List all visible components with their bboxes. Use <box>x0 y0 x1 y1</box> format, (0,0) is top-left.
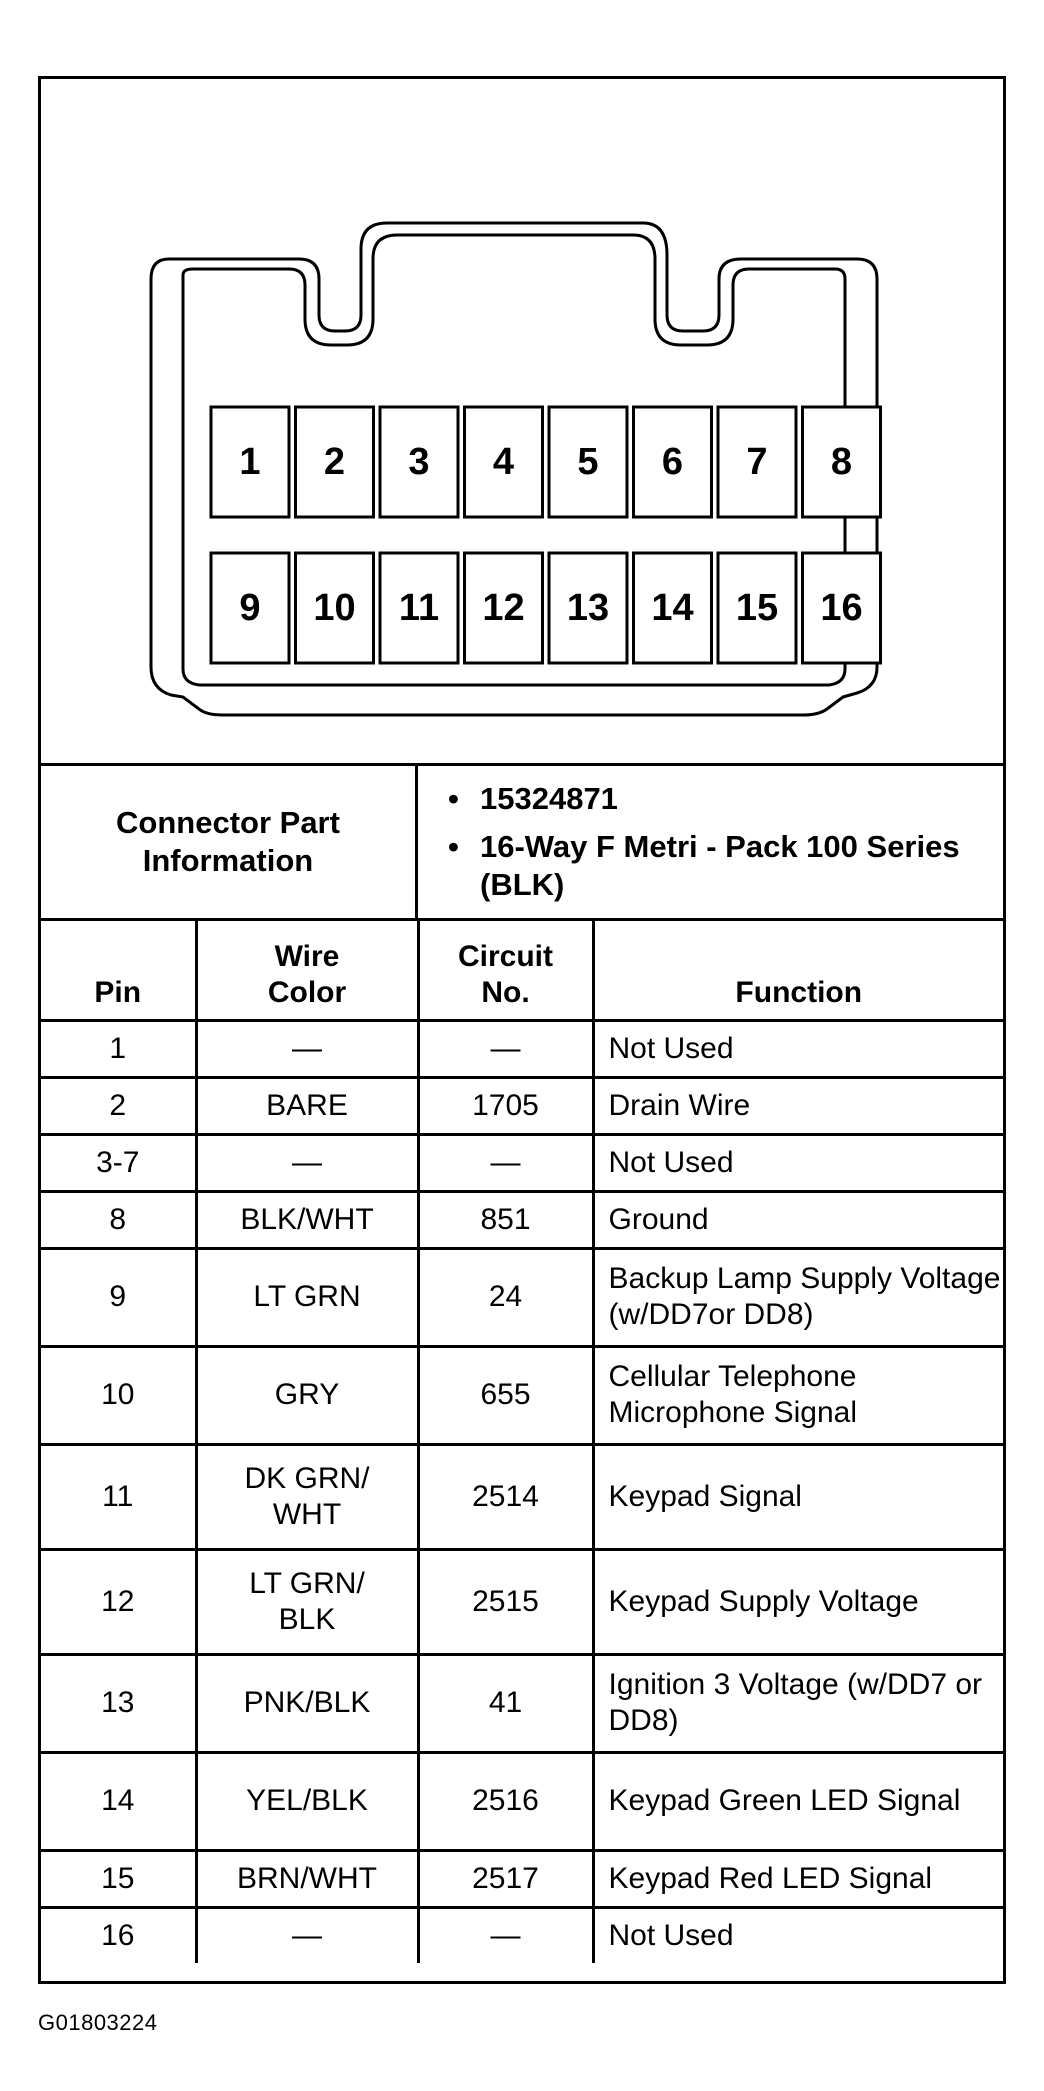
wire-color-cell: BLK/WHT <box>196 1191 418 1248</box>
circuit-cell: 1705 <box>418 1077 593 1134</box>
pin-cell: 1 <box>41 1020 196 1077</box>
circuit-cell: 2517 <box>418 1850 593 1907</box>
pin-number-label: 2 <box>323 441 346 484</box>
function-cell: Ignition 3 Voltage (w/DD7 or DD8) <box>593 1654 1003 1752</box>
header-function: Function <box>593 921 1003 1020</box>
circuit-cell: — <box>418 1134 593 1191</box>
pin-number-label: 14 <box>651 587 694 630</box>
function-cell: Keypad Signal <box>593 1444 1003 1549</box>
circuit-cell: 655 <box>418 1346 593 1444</box>
pin-cell: 16 <box>41 1907 196 1963</box>
table-row <box>41 1850 1003 1907</box>
pin-cell: 10 <box>41 1346 196 1444</box>
table-header-row <box>41 921 1003 1020</box>
table-row <box>41 1346 1003 1444</box>
connector-diagram <box>41 79 1003 766</box>
function-cell: Drain Wire <box>593 1077 1003 1134</box>
pin-number-label: 11 <box>398 587 440 630</box>
pin-cell: 12 <box>41 1549 196 1654</box>
pin-table-body <box>41 1020 1003 1963</box>
pin-cell: 2 <box>41 1077 196 1134</box>
pin-number-label: 9 <box>239 587 261 630</box>
pin-number-label: 1 <box>239 441 261 484</box>
pin-number-label: 10 <box>313 587 356 630</box>
pin-cell: 11 <box>41 1444 196 1549</box>
function-cell: Keypad Supply Voltage <box>593 1549 1003 1654</box>
table-row <box>41 1248 1003 1346</box>
circuit-cell: 41 <box>418 1654 593 1752</box>
function-cell: Cellular Telephone Microphone Signal <box>593 1346 1003 1444</box>
pin-number-label: 5 <box>577 441 599 484</box>
wire-color-cell: — <box>196 1134 418 1191</box>
figure-id: G01803224 <box>38 2010 158 2035</box>
function-cell: Not Used <box>593 1907 1003 1963</box>
wire-color-cell: — <box>196 1020 418 1077</box>
pin-cell: 13 <box>41 1654 196 1752</box>
wire-color-cell: GRY <box>196 1346 418 1444</box>
pin-cell: 9 <box>41 1248 196 1346</box>
header-wire-color: Wire Color <box>196 921 418 1020</box>
wire-color-cell: PNK/BLK <box>196 1654 418 1752</box>
pin-number-label: 16 <box>820 587 863 630</box>
function-cell: Keypad Green LED Signal <box>593 1752 1003 1850</box>
pin-cell: 3-7 <box>41 1134 196 1191</box>
function-cell: Not Used <box>593 1020 1003 1077</box>
function-cell: Backup Lamp Supply Voltage (w/DD7or DD8) <box>593 1248 1003 1346</box>
pin-number-label: 15 <box>735 587 779 630</box>
pin-cell: 14 <box>41 1752 196 1850</box>
pin-number-label: 4 <box>492 441 515 484</box>
wire-color-cell: — <box>196 1907 418 1963</box>
circuit-cell: — <box>418 1020 593 1077</box>
connector-document <box>38 76 1006 1984</box>
wire-color-cell: BARE <box>196 1077 418 1134</box>
header-pin: Pin <box>41 921 196 1020</box>
table-row <box>41 1654 1003 1752</box>
top-pin-row <box>211 407 881 517</box>
pin-cell: 15 <box>41 1850 196 1907</box>
pin-number-label: 3 <box>408 441 430 484</box>
table-row <box>41 1907 1003 1963</box>
wire-color-cell: BRN/WHT <box>196 1850 418 1907</box>
part-info-label: Connector Part Information <box>41 766 418 918</box>
part-number: • 15324871 <box>448 780 1003 818</box>
table-row <box>41 1752 1003 1850</box>
pin-number-label: 7 <box>746 441 768 484</box>
table-row <box>41 1077 1003 1134</box>
pin-number-label: 13 <box>566 587 610 630</box>
connector-part-info <box>41 766 1003 921</box>
wire-color-cell: LT GRN/ BLK <box>196 1549 418 1654</box>
table-row <box>41 1020 1003 1077</box>
circuit-cell: 2516 <box>418 1752 593 1850</box>
table-row <box>41 1134 1003 1191</box>
table-row <box>41 1444 1003 1549</box>
connector-face-drawing <box>41 79 1003 763</box>
pin-number-label: 12 <box>482 587 525 630</box>
wire-color-cell: DK GRN/ WHT <box>196 1444 418 1549</box>
bottom-pin-row <box>211 553 881 663</box>
circuit-cell: — <box>418 1907 593 1963</box>
table-row <box>41 1191 1003 1248</box>
function-cell: Ground <box>593 1191 1003 1248</box>
circuit-cell: 24 <box>418 1248 593 1346</box>
circuit-cell: 2514 <box>418 1444 593 1549</box>
header-circuit-no: Circuit No. <box>418 921 593 1020</box>
function-cell: Not Used <box>593 1134 1003 1191</box>
connector-description: • 16-Way F Metri - Pack 100 Series (BLK) <box>448 828 1003 904</box>
circuit-cell: 2515 <box>418 1549 593 1654</box>
pin-number-label: 6 <box>661 441 684 484</box>
wire-color-cell: YEL/BLK <box>196 1752 418 1850</box>
function-cell: Keypad Red LED Signal <box>593 1850 1003 1907</box>
pin-number-label: 8 <box>830 441 853 484</box>
pin-cell: 8 <box>41 1191 196 1248</box>
table-row <box>41 1549 1003 1654</box>
circuit-cell: 851 <box>418 1191 593 1248</box>
wire-color-cell: LT GRN <box>196 1248 418 1346</box>
part-info-list <box>418 766 1003 918</box>
pin-table <box>41 921 1003 1963</box>
